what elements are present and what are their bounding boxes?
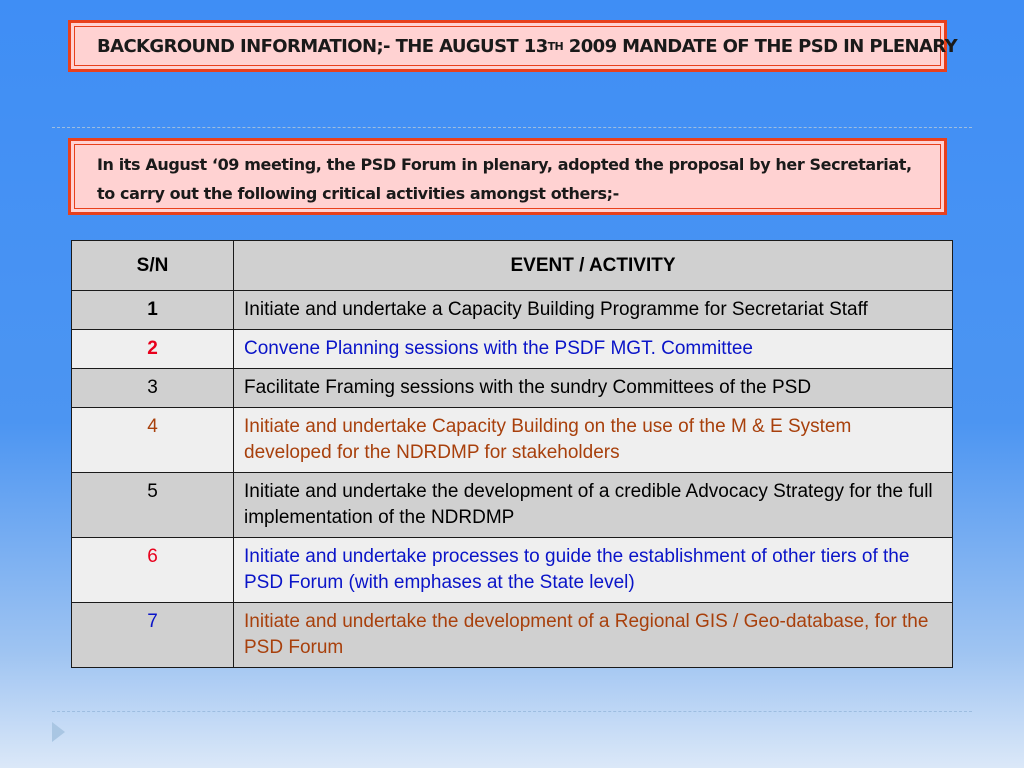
row-sn: 4 — [72, 408, 234, 473]
header-sn: S/N — [72, 241, 234, 291]
table-row — [72, 330, 953, 369]
title-box — [68, 20, 958, 72]
table-row — [72, 408, 953, 473]
row-sn: 5 — [72, 473, 234, 538]
next-slide-arrow-icon[interactable] — [52, 722, 65, 742]
row-activity: Convene Planning sessions with the PSDF MGT. Committee — [234, 330, 953, 369]
header-activity: EVENT / ACTIVITY — [234, 241, 953, 291]
intro-box — [68, 138, 947, 215]
title-prefix: BACKGROUND INFORMATION;- THE AUGUST 13 — [97, 35, 548, 57]
row-activity: Initiate and undertake Capacity Building on the use of the M & E System developed for the NDRDMP for stakeholders — [234, 408, 953, 473]
table-row — [72, 369, 953, 408]
row-sn: 1 — [72, 291, 234, 330]
table-row — [72, 473, 953, 538]
table-row — [72, 538, 953, 603]
title-suffix: 2009 MANDATE OF THE PSD IN PLENARY — [563, 35, 958, 57]
row-sn: 2 — [72, 330, 234, 369]
intro-text: In its August ‘09 meeting, the PSD Forum in plenary, adopted the proposal by her Secretariat, to carry out the following critical activities amongst others;- — [74, 144, 941, 209]
row-activity: Initiate and undertake processes to guide the establishment of other tiers of the PSD Forum (with emphases at the State level) — [234, 538, 953, 603]
row-activity: Facilitate Framing sessions with the sundry Committees of the PSD — [234, 369, 953, 408]
row-activity: Initiate and undertake the development of a Regional GIS / Geo-database, for the PSD Forum — [234, 603, 953, 668]
divider-top — [52, 127, 972, 128]
table-row — [72, 291, 953, 330]
row-sn: 7 — [72, 603, 234, 668]
table-header-row — [72, 241, 953, 291]
divider-bottom — [52, 711, 972, 712]
row-activity: Initiate and undertake the development of a credible Advocacy Strategy for the full implementation of the NDRDMP — [234, 473, 953, 538]
row-sn: 6 — [72, 538, 234, 603]
activities-table — [71, 240, 953, 668]
row-activity: Initiate and undertake a Capacity Building Programme for Secretariat Staff — [234, 291, 953, 330]
slide-title — [74, 26, 958, 66]
row-sn: 3 — [72, 369, 234, 408]
title-superscript: TH — [547, 39, 564, 53]
table-row — [72, 603, 953, 668]
